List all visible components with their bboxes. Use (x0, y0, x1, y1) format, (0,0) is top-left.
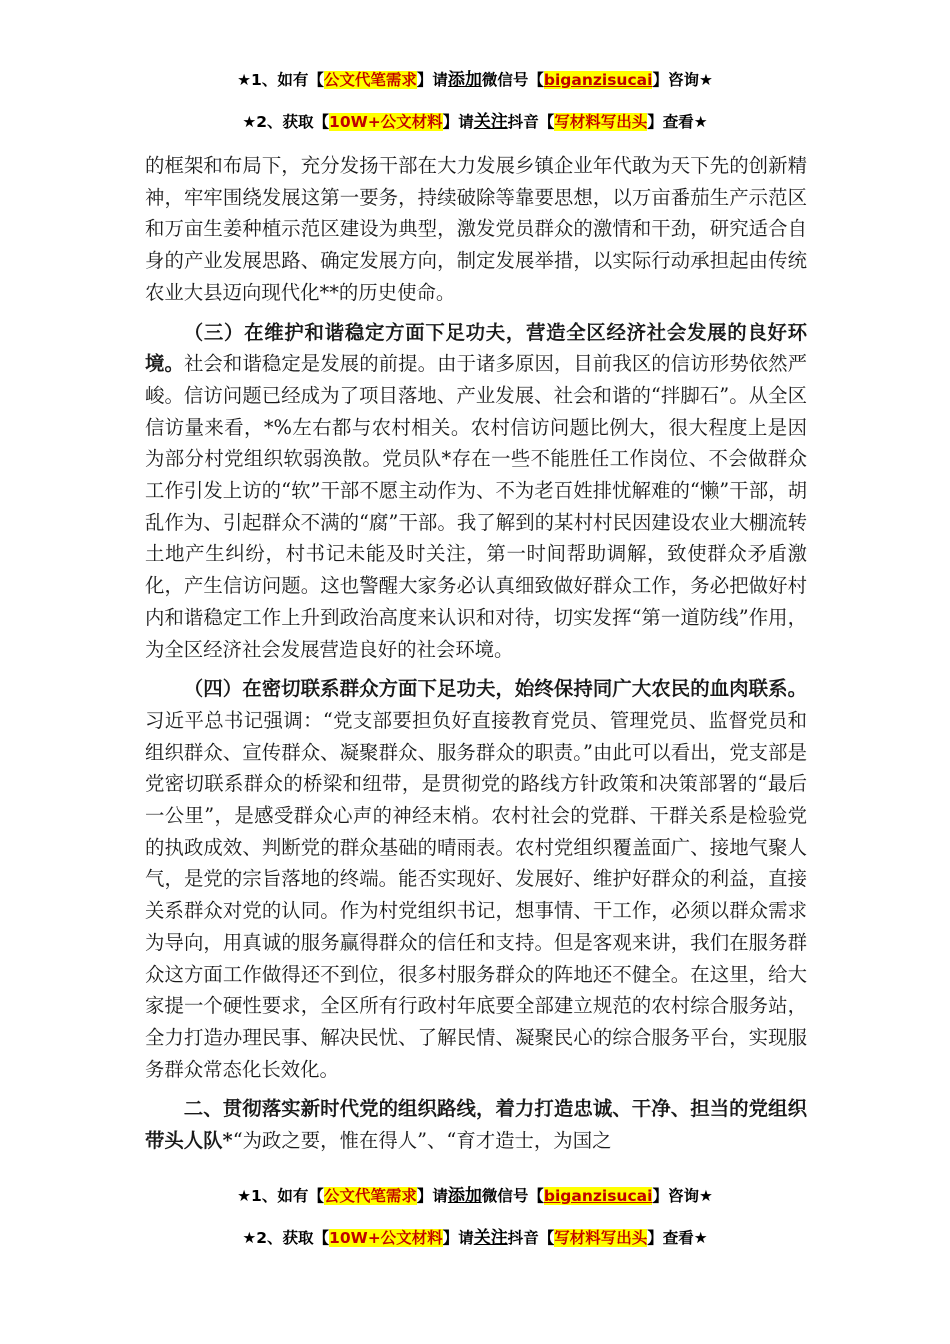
paragraph-2: （三）在维护和谐稳定方面下足功夫，营造全区经济社会发展的良好环境。社会和谐稳定是发展的前提。由于诸多原因，目前我区的信访形势依然严峻。信访问题已经成为了项目落地、产业发展、社会和谐的“拌脚石”。从全区信访量来看，*%左右都与农村相关。农村信访问题比例大，很大程度上是因为部分村党组织软弱涣散。党员队*存在一些不能胜任工作岗位、不会做群众工作引发上访的“软”干部不愿主动作为、不为老百姓排忧解难的“懒”干部，胡乱作为、引起群众不满的“腐”干部。我了解到的某村村民因建设农业大棚流转土地产生纠纷，村书记未能及时关注，第一时间帮助调解，致使群众矛盾激化，产生信访问题。这也警醒大家务必认真细致做好群众工作，务必把做好村内和谐稳定工作上升到政治高度来认识和对待，切实发挥“第一道防线”作用，为全区经济社会发展营造良好的社会环境。 (145, 320, 808, 661)
footer-banner-line-2: ★2、获取【10W+公文材料】请关注抖音【写材料写出头】查看★ (242, 1228, 708, 1248)
douyin-id: 写材料写出头 (554, 113, 648, 131)
paragraph-1: 的框架和布局下，充分发扬干部在大力发展乡镇企业年代敢为天下先的创新精神，牢牢围绕发展这第一要务，持续破除等靠要思想，以万亩番茄生产示范区和万亩生姜种植示范区建设为典型，激发党员群众的激情和干劲，研究适合自身的产业发展思路、确定发展方向，制定发展举措，以实际行动承担起由传统农业大县迈向现代化**的历史使命。 (145, 154, 807, 304)
section-heading-3: （三）在维护和谐稳定方面下足功夫，营造全区经济社会发展的良好环境。 (145, 320, 807, 376)
paragraph-3: （四）在密切联系群众方面下足功夫，始终保持同广大农民的血肉联系。习近平总书记强调：“党支部要担负好直接教育党员、管理党员、监督党员和组织群众、宣传群众、凝聚群众、服务群众的职责。”由此可以看出，党支部是党密切联系群众的桥梁和纽带，是贯彻党的路线方针政策和决策部署的“最后一公里”，是感受群众心声的神经末梢。农村社会的党群、干群关系是检验党的执政成效、判断党的群众基础的晴雨表。农村党组织覆盖面广、接地气聚人气，是党的宗旨落地的终端。能否实现好、发展好、维护好群众的利益，直接关系群众对党的认同。作为村党组织书记，想事情、干工作，必须以群众需求为导向，用真诚的服务赢得群众的信任和支持。但是客观来讲，我们在服务群众这方面工作做得还不到位，很多村服务群众的阵地还不健全。在这里，给大家提一个硬性要求，全区所有行政村年底要全部建立规范的农村综合服务站，全力打造办理民事、解决民忧、了解民情、凝聚民心的综合服务平台，实现服务群众常态化长效化。 (145, 677, 807, 1081)
footer-banner-line-1: ★1、如有【公文代笔需求】请添加微信号【biganzisucai】咨询★ (237, 1186, 713, 1206)
section-heading-4: （四）在密切联系群众方面下足功夫，始终保持同广大农民的血肉联系。 (183, 677, 807, 701)
section-heading-2: 二、贯彻落实新时代党的组织路线，着力打造忠诚、干净、担当的党组织带头人队* (145, 1097, 807, 1153)
document-body (145, 150, 807, 1157)
header-banner-line-1: ★1、如有【公文代笔需求】请添加微信号【biganzisucai】咨询★ (237, 70, 713, 90)
paragraph-4: 二、贯彻落实新时代党的组织路线，着力打造忠诚、干净、担当的党组织带头人队*“为政之要，惟在得人”、“育才造士，为国之 (145, 1097, 807, 1153)
highlight-materials: 10W+公文材料 (329, 113, 443, 131)
wechat-id: biganzisucai (543, 71, 653, 89)
header-banner-line-2: ★2、获取【10W+公文材料】请关注抖音【写材料写出头】查看★ (242, 112, 708, 132)
highlight-service: 公文代笔需求 (323, 71, 417, 89)
